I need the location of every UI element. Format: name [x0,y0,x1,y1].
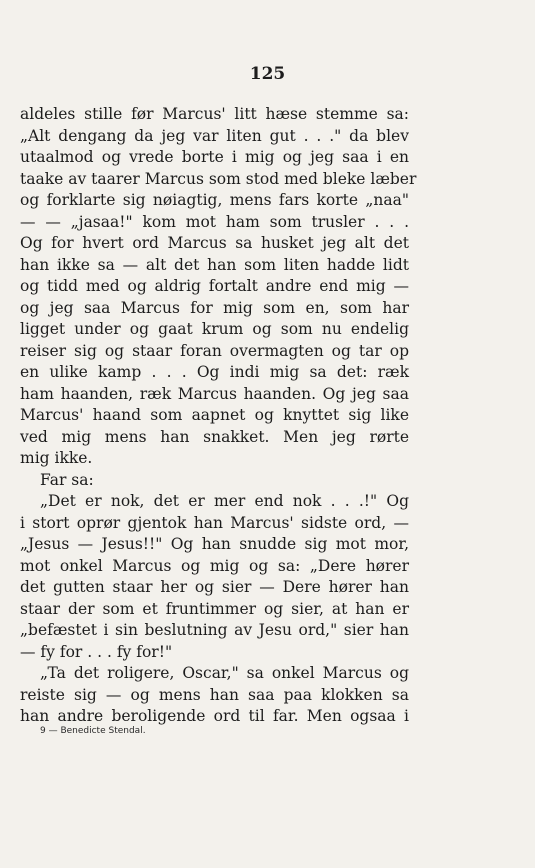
text-line: han andre beroligende ord til far. Men ogsaa i [20,707,409,725]
text-line: taake av taarer Marcus som stod med bleke læber [20,169,417,188]
text-line: mig ikke. [20,449,93,467]
text-line: „Ta det roligere, Oscar," sa onkel Marcus og [40,664,409,682]
text-line: han ikke sa — alt det han som liten hadde lidt [20,255,409,274]
text-line: ved mig mens han snakket. Men jeg rørte [20,427,409,446]
text-line: i stort oprør gjentok han Marcus' sidste ord, — [20,513,409,532]
text-line: „Det er nok, det er mer end nok . . .!" Og [40,492,409,510]
text-line: mot onkel Marcus og mig og sa: „Dere hører [20,556,409,575]
text-line: Og for hvert ord Marcus sa husket jeg alt det [20,234,409,252]
text-line: utaalmod og vrede borte i mig og jeg saa i en [20,148,409,166]
text-line: „befæstet i sin beslutning av Jesu ord," sier han [20,621,409,639]
page-number: 125 [249,64,286,84]
text-line: „Alt dengang da jeg var liten gut . . ." da blev [20,126,409,145]
text-line: og tidd med og aldrig fortalt andre end mig — [20,277,409,295]
text-line: reiste sig — og mens han saa paa klokken sa [20,685,409,704]
text-line: „Jesus — Jesus!!" Og han snudde sig mot mor, [20,535,409,553]
text-line: en ulike kamp . . . Og indi mig sa det: ræk [20,363,409,381]
text-line: det gutten staar her og sier — Dere hører han [20,578,409,596]
text-line: Far sa: [40,470,94,489]
body-text [20,104,417,728]
text-line: ham haanden, ræk Marcus haanden. Og jeg saa [20,384,409,403]
text-line: Marcus' haand som aapnet og knyttet sig like [20,406,409,424]
text-line: — — „jasaa!" kom mot ham som trusler . . . [20,212,409,231]
text-line: reiser sig og staar foran overmagten og tar op [20,341,409,360]
text-line: aldeles stille før Marcus' litt hæse stemme sa: [20,105,409,123]
text-line: og forklarte sig nøiagtig, mens fars korte „naa" [20,191,409,209]
page-footer: 9 — Benedicte Stendal. [40,726,146,736]
text-line: og jeg saa Marcus for mig som en, som har [20,298,409,317]
text-line: — fy for . . . fy for!" [20,642,173,661]
text-line: staar der som et fruntimmer og sier, at han er [20,599,409,618]
text-line: ligget under og gaat krum og som nu endelig [20,320,409,338]
